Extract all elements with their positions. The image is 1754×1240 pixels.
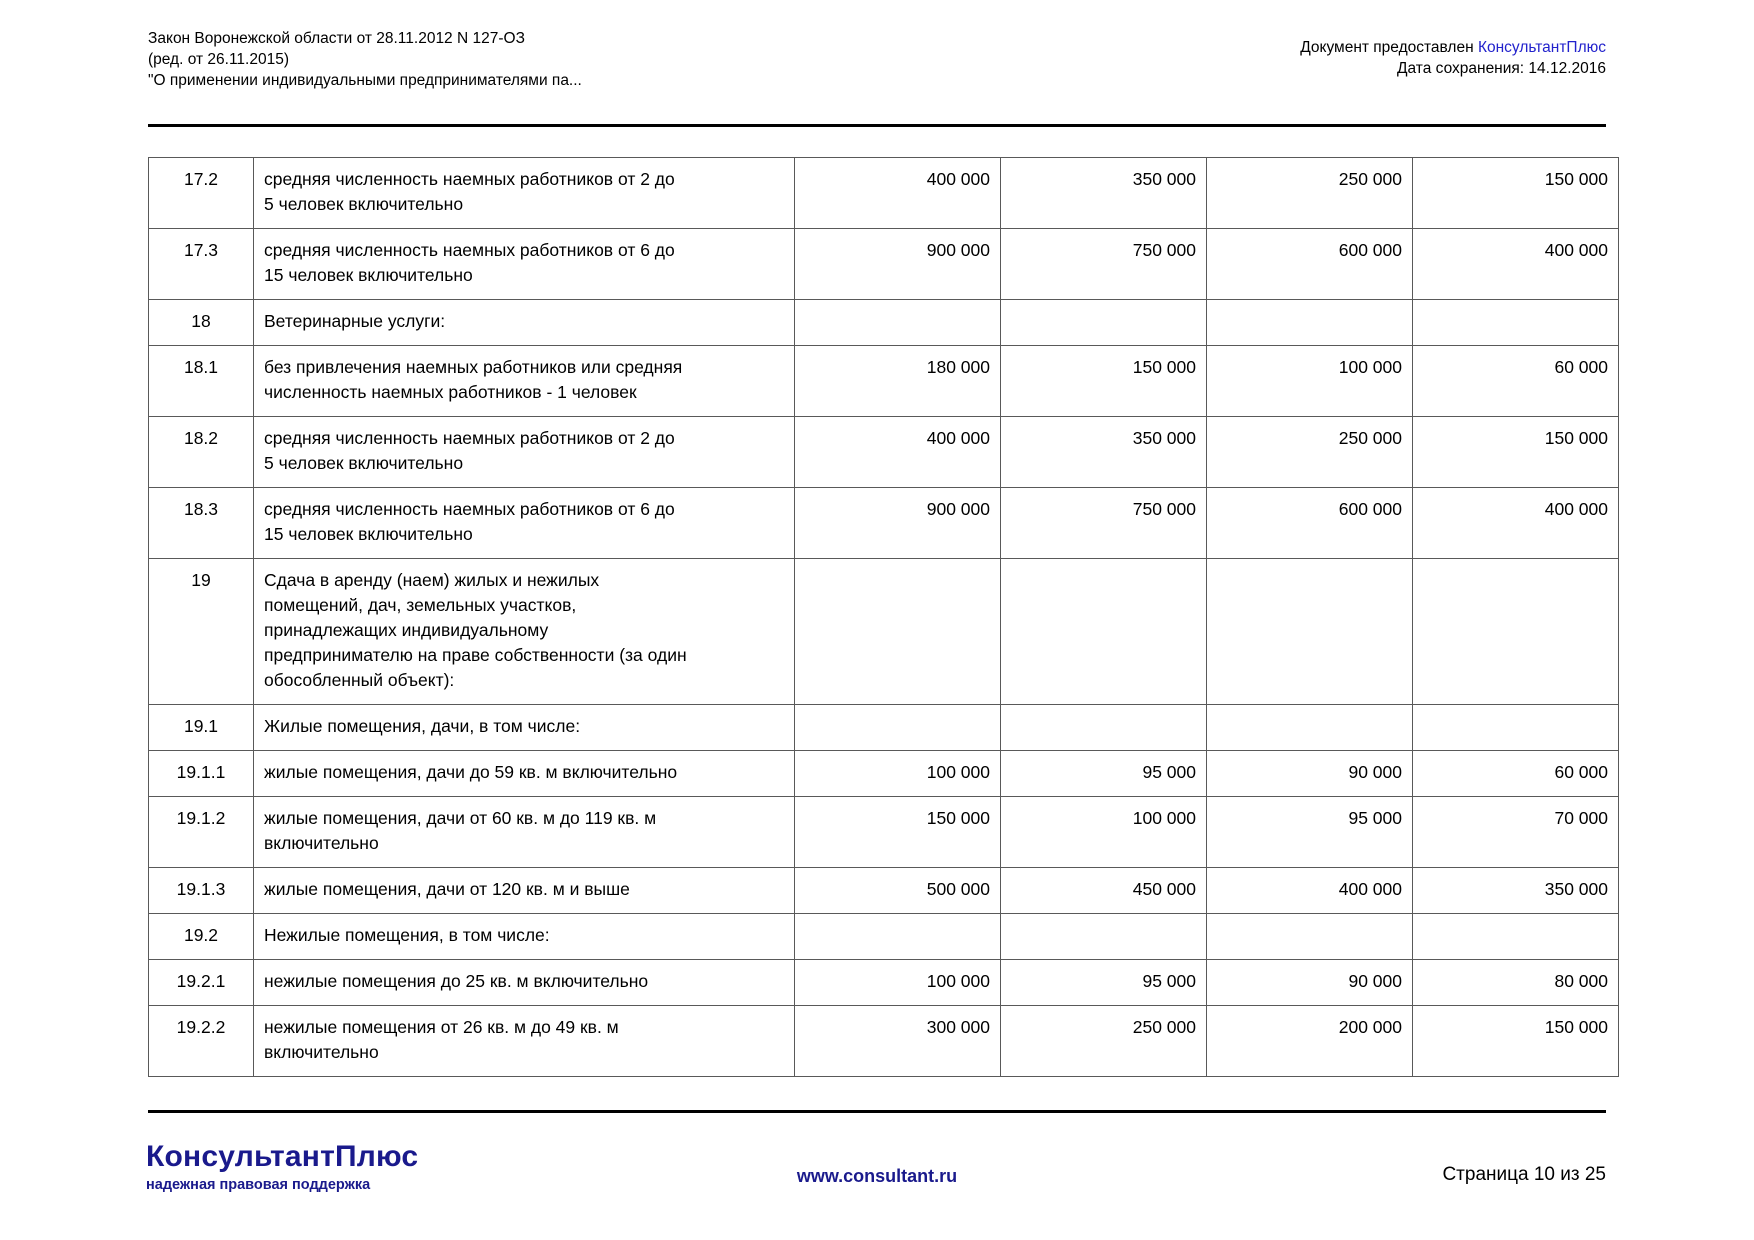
row-value-cell: 95 000 <box>1207 797 1413 868</box>
row-number-cell: 18.1 <box>149 346 254 417</box>
description-line: включительно <box>264 1042 379 1062</box>
footer-brand-tagline: надежная правовая поддержка <box>146 1177 371 1193</box>
table-row <box>149 488 1619 559</box>
patent-income-table <box>148 157 1619 1077</box>
row-value-cell <box>1413 559 1619 705</box>
row-description-cell <box>254 751 795 797</box>
row-value-cell: 350 000 <box>1001 417 1207 488</box>
row-value-cell <box>1207 559 1413 705</box>
row-value-cell: 900 000 <box>795 229 1001 300</box>
description-line: Сдача в аренду (наем) жилых и нежилых <box>264 570 600 590</box>
consultant-plus-link[interactable]: КонсультантПлюс <box>1477 39 1606 56</box>
description-line: нежилые помещения от 26 кв. м до 49 кв. м <box>264 1017 619 1037</box>
row-description-cell <box>254 914 795 960</box>
row-value-cell <box>1207 705 1413 751</box>
table-body <box>149 158 1619 1077</box>
saved-date: Дата сохранения: 14.12.2016 <box>1397 60 1606 77</box>
row-value-cell: 600 000 <box>1207 229 1413 300</box>
row-description-cell <box>254 158 795 229</box>
description-line: Жилые помещения, дачи, в том числе: <box>264 716 581 736</box>
table-row <box>149 751 1619 797</box>
row-number-cell: 19.2.1 <box>149 960 254 1006</box>
row-value-cell: 95 000 <box>1001 751 1207 797</box>
row-description-cell <box>254 229 795 300</box>
description-line: Нежилые помещения, в том числе: <box>264 925 550 945</box>
row-number-cell: 19.2.2 <box>149 1006 254 1077</box>
row-description-cell <box>254 417 795 488</box>
footer-website-link[interactable]: www.consultant.ru <box>796 1166 958 1186</box>
table-row <box>149 1006 1619 1077</box>
row-value-cell: 60 000 <box>1413 346 1619 417</box>
row-value-cell: 250 000 <box>1001 1006 1207 1077</box>
description-line: 5 человек включительно <box>264 194 464 214</box>
row-value-cell: 400 000 <box>1207 868 1413 914</box>
provided-by-text: Документ предоставлен <box>1300 39 1478 56</box>
document-title-line-2: (ред. от 26.11.2015) <box>148 51 289 68</box>
row-value-cell: 95 000 <box>1001 960 1207 1006</box>
table-row <box>149 960 1619 1006</box>
row-value-cell: 90 000 <box>1207 960 1413 1006</box>
description-line: 5 человек включительно <box>264 453 464 473</box>
row-number-cell: 18 <box>149 300 254 346</box>
row-value-cell: 150 000 <box>1413 1006 1619 1077</box>
row-value-cell <box>1413 300 1619 346</box>
description-line: жилые помещения, дачи от 60 кв. м до 119 кв. м <box>264 808 657 828</box>
page-header <box>0 28 1754 98</box>
row-number-cell: 18.3 <box>149 488 254 559</box>
row-number-cell: 19.2 <box>149 914 254 960</box>
table-row <box>149 868 1619 914</box>
row-number-cell: 19.1.3 <box>149 868 254 914</box>
row-value-cell <box>1001 559 1207 705</box>
header-divider <box>148 124 1606 127</box>
row-description-cell <box>254 488 795 559</box>
table-row <box>149 797 1619 868</box>
row-description-cell <box>254 346 795 417</box>
row-number-cell: 17.2 <box>149 158 254 229</box>
row-number-cell: 17.3 <box>149 229 254 300</box>
table-row <box>149 158 1619 229</box>
footer-brand-name: КонсультантПлюс <box>146 1140 419 1173</box>
row-value-cell <box>795 559 1001 705</box>
row-value-cell: 400 000 <box>795 158 1001 229</box>
patent-income-table-wrapper <box>148 157 1608 1077</box>
row-value-cell: 150 000 <box>1413 417 1619 488</box>
header-provider-block <box>1300 37 1606 79</box>
row-value-cell: 750 000 <box>1001 229 1207 300</box>
row-value-cell: 400 000 <box>795 417 1001 488</box>
row-value-cell: 100 000 <box>1001 797 1207 868</box>
description-line: помещений, дач, земельных участков, <box>264 595 577 615</box>
table-row <box>149 559 1619 705</box>
row-value-cell: 100 000 <box>795 960 1001 1006</box>
row-value-cell <box>1413 914 1619 960</box>
row-value-cell: 150 000 <box>1001 346 1207 417</box>
row-description-cell <box>254 705 795 751</box>
row-value-cell: 70 000 <box>1413 797 1619 868</box>
row-description-cell <box>254 559 795 705</box>
row-value-cell: 150 000 <box>1413 158 1619 229</box>
document-title-line-1: Закон Воронежской области от 28.11.2012 N 127-ОЗ <box>148 30 525 47</box>
row-value-cell: 80 000 <box>1413 960 1619 1006</box>
row-value-cell: 100 000 <box>795 751 1001 797</box>
row-value-cell: 250 000 <box>1207 417 1413 488</box>
row-value-cell: 350 000 <box>1001 158 1207 229</box>
row-value-cell: 180 000 <box>795 346 1001 417</box>
description-line: включительно <box>264 833 379 853</box>
table-row <box>149 229 1619 300</box>
row-value-cell <box>1001 705 1207 751</box>
row-value-cell: 400 000 <box>1413 229 1619 300</box>
description-line: нежилые помещения до 25 кв. м включительно <box>264 971 649 991</box>
description-line: средняя численность наемных работников от 6 до <box>264 499 675 519</box>
row-description-cell <box>254 868 795 914</box>
row-value-cell: 90 000 <box>1207 751 1413 797</box>
row-value-cell: 900 000 <box>795 488 1001 559</box>
row-value-cell <box>1207 914 1413 960</box>
row-number-cell: 19.1 <box>149 705 254 751</box>
description-line: принадлежащих индивидуальному <box>264 620 549 640</box>
description-line: обособленный объект): <box>264 670 455 690</box>
row-value-cell <box>1207 300 1413 346</box>
document-title-line-3: "О применении индивидуальными предпринимателями па... <box>148 72 582 89</box>
page-number: Страница 10 из 25 <box>1442 1164 1606 1185</box>
description-line: 15 человек включительно <box>264 524 473 544</box>
row-number-cell: 18.2 <box>149 417 254 488</box>
row-description-cell <box>254 1006 795 1077</box>
row-description-cell <box>254 797 795 868</box>
row-value-cell: 350 000 <box>1413 868 1619 914</box>
row-number-cell: 19.1.2 <box>149 797 254 868</box>
description-line: средняя численность наемных работников от 2 до <box>264 169 675 189</box>
row-value-cell: 600 000 <box>1207 488 1413 559</box>
row-number-cell: 19 <box>149 559 254 705</box>
row-value-cell <box>1413 705 1619 751</box>
page-footer <box>0 1140 1754 1230</box>
table-row <box>149 300 1619 346</box>
description-line: 15 человек включительно <box>264 265 473 285</box>
row-value-cell <box>795 705 1001 751</box>
row-value-cell: 150 000 <box>795 797 1001 868</box>
row-value-cell: 400 000 <box>1413 488 1619 559</box>
row-description-cell <box>254 300 795 346</box>
description-line: численность наемных работников - 1 человек <box>264 382 637 402</box>
row-value-cell <box>795 300 1001 346</box>
row-value-cell: 300 000 <box>795 1006 1001 1077</box>
row-value-cell: 450 000 <box>1001 868 1207 914</box>
row-value-cell: 750 000 <box>1001 488 1207 559</box>
document-title-block <box>148 28 582 91</box>
row-value-cell: 250 000 <box>1207 158 1413 229</box>
row-number-cell: 19.1.1 <box>149 751 254 797</box>
description-line: предпринимателю на праве собственности (за один <box>264 645 687 665</box>
row-value-cell: 60 000 <box>1413 751 1619 797</box>
row-value-cell <box>1001 914 1207 960</box>
description-line: средняя численность наемных работников от 6 до <box>264 240 675 260</box>
footer-divider <box>148 1110 1606 1113</box>
provided-by-line <box>1300 37 1606 58</box>
description-line: Ветеринарные услуги: <box>264 311 446 331</box>
table-row <box>149 914 1619 960</box>
description-line: без привлечения наемных работников или средняя <box>264 357 683 377</box>
description-line: жилые помещения, дачи от 120 кв. м и выше <box>264 879 630 899</box>
row-value-cell <box>795 914 1001 960</box>
table-row <box>149 346 1619 417</box>
description-line: средняя численность наемных работников от 2 до <box>264 428 675 448</box>
table-row <box>149 417 1619 488</box>
row-description-cell <box>254 960 795 1006</box>
row-value-cell: 200 000 <box>1207 1006 1413 1077</box>
table-row <box>149 705 1619 751</box>
row-value-cell: 500 000 <box>795 868 1001 914</box>
row-value-cell: 100 000 <box>1207 346 1413 417</box>
row-value-cell <box>1001 300 1207 346</box>
description-line: жилые помещения, дачи до 59 кв. м включительно <box>264 762 678 782</box>
